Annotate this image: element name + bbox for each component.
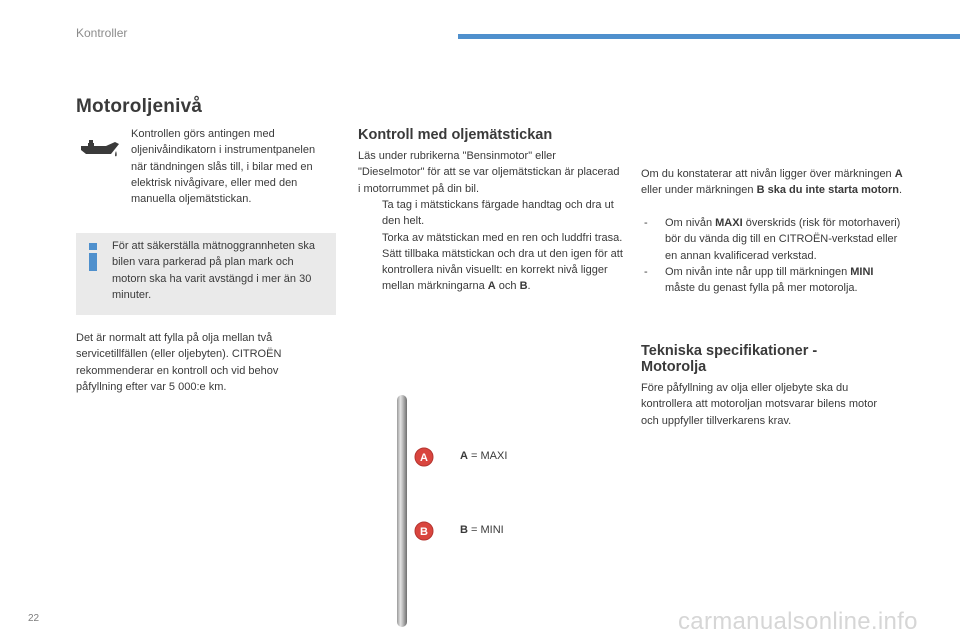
dipstick-illustration bbox=[396, 395, 408, 627]
marker-a-label: A = MAXI bbox=[460, 450, 508, 462]
marker-a-letter: A bbox=[420, 452, 428, 464]
dash-marker: - bbox=[644, 265, 648, 278]
marker-b-icon bbox=[414, 521, 434, 541]
info-icon bbox=[86, 243, 100, 271]
section-header: Kontroller bbox=[76, 26, 128, 40]
service-info-text: Det är normalt att fylla på olja mellan två servicetillfällen (eller oljebyten). CITROËN rekommenderar en kontroll och vid behov påfyllning efter var 5 000:e km. bbox=[76, 332, 282, 393]
watermark: carmanualsonline.info bbox=[678, 608, 918, 635]
list-item bbox=[358, 246, 626, 295]
list-item bbox=[641, 264, 905, 297]
marker-b-label: B = MINI bbox=[460, 524, 504, 536]
list-item bbox=[358, 230, 626, 246]
step-text: Ta tag i mätstickans färgade handtag och dra ut den helt. bbox=[382, 199, 614, 228]
list-item bbox=[641, 215, 905, 264]
marker-b-letter: B bbox=[420, 526, 428, 538]
spec-text: Före påfyllning av olja eller oljebyte ska du kontrollera att motoroljan motsvarar bilens motor och uppfyller tillverkarens krav. bbox=[641, 382, 877, 427]
level-item-text: Om nivån MAXI överskrids (risk för motorhaveri) bör du vända dig till en CITROËN-verkstad eller en annan kvalificerad verkstad. bbox=[665, 217, 901, 262]
intro-text: Kontrollen görs antingen med oljenivåindikatorn i instrumentpanelen när tändningen slås till, i bilar med en elektrisk nivågivare, eller med den manuella oljemätstickan. bbox=[131, 128, 316, 206]
page-number: 22 bbox=[28, 613, 40, 624]
page-title: Motoroljenivå bbox=[76, 96, 203, 117]
oil-can-icon bbox=[78, 138, 120, 160]
level-item-text: Om nivån inte når upp till märkningen MINI måste du genast fylla på mer motorolja. bbox=[665, 265, 874, 295]
note-text: För att säkerställa mätnoggrannheten ska bilen vara parkerad på plan mark och motorn ska ha varit avstängd i mer än 30 minuter. bbox=[112, 240, 316, 301]
level-intro: Om du konstaterar att nivån ligger över märkningen A eller under märkningen B ska du inte starta motorn. bbox=[641, 168, 903, 197]
level-list bbox=[641, 215, 905, 296]
step-text: Sätt tillbaka mätstickan och dra ut den igen för att kontrollera nivån visuellt: en korrekt nivå ligger mellan märkningarna A och B. bbox=[382, 247, 623, 293]
marker-a-icon bbox=[414, 447, 434, 467]
spec-section-title: Tekniska specifikationer - Motorolja bbox=[641, 343, 818, 375]
note-box bbox=[76, 233, 336, 315]
dipstick-section-title: Kontroll med oljemätstickan bbox=[358, 127, 553, 143]
dipstick-steps bbox=[358, 197, 626, 295]
dipstick-intro: Läs under rubrikerna "Bensinmotor" eller "Dieselmotor" för att se var oljemätstickan är placerad i motorrummet på din bil. bbox=[358, 150, 620, 195]
header-accent-bar bbox=[458, 34, 960, 39]
dash-marker: - bbox=[644, 217, 648, 229]
list-item bbox=[358, 197, 626, 230]
step-text: Torka av mätstickan med en ren och luddfri trasa. bbox=[382, 231, 623, 244]
